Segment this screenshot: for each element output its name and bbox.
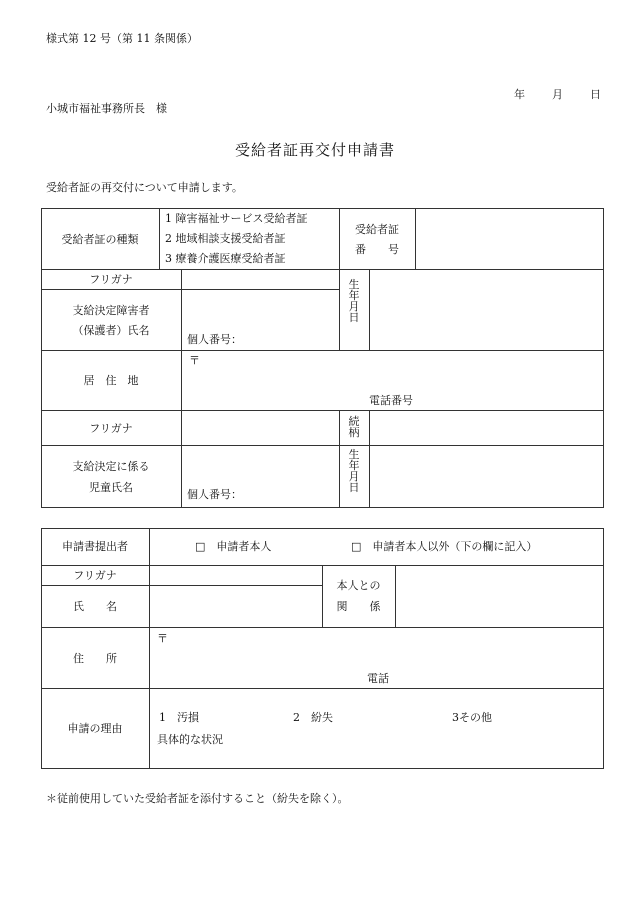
guardian-personal-number-label: 個人番号：	[187, 333, 242, 346]
reason-option-lost[interactable]: 2 紛失	[293, 711, 333, 724]
cert-type-option-2: 2 地域相談支援受給者証	[165, 232, 286, 245]
furigana-label-guardian: フリガナ	[89, 273, 133, 286]
submitter-name-field[interactable]	[150, 586, 322, 627]
date-day-label: 日	[590, 88, 601, 101]
reason-option-soiled[interactable]: 1 汚損	[159, 711, 199, 724]
page-title: 受給者証再交付申請書	[234, 141, 395, 159]
reason-label: 申請の理由	[67, 722, 123, 735]
reason-detail-label: 具体的な状況	[157, 733, 223, 746]
cert-number-label-2: 番 号	[355, 243, 399, 256]
submitter-furigana-field[interactable]	[150, 566, 322, 585]
relationship-field[interactable]	[396, 566, 603, 627]
relationship-label-2: 関 係	[336, 600, 381, 613]
date-year-label: 年	[514, 88, 525, 101]
submitter-phone-label: 電話	[367, 672, 389, 685]
guardian-name-label-1: 支給決定障害者	[72, 304, 150, 317]
submitter-label: 申請書提出者	[62, 540, 128, 553]
relation-label: 続柄	[348, 415, 360, 439]
child-name-label-2: 児童氏名	[89, 481, 133, 494]
submitter-postal-mark-icon: 〒	[157, 632, 168, 645]
form-number: 様式第 12 号（第 11 条関係）	[46, 32, 198, 45]
submitter-name-label: 氏 名	[73, 600, 117, 613]
option-self-checkbox[interactable]: □ 申請者本人	[195, 540, 272, 553]
phone-number-label: 電話番号	[369, 394, 413, 407]
cert-number-field[interactable]	[416, 209, 603, 269]
cert-type-option-3: 3 療養介護医療受給者証	[165, 252, 286, 265]
cert-number-label-1: 受給者証	[355, 223, 399, 236]
child-furigana-field[interactable]	[182, 411, 339, 445]
furigana-label-child: フリガナ	[89, 422, 133, 435]
child-personal-number-label: 個人番号：	[187, 488, 242, 501]
reason-option-other[interactable]: 3その他	[452, 711, 492, 724]
relation-field[interactable]	[370, 411, 603, 445]
option-other-checkbox[interactable]: □ 申請者本人以外（下の欄に記入）	[351, 540, 538, 553]
guardian-birthdate-field[interactable]	[370, 270, 603, 350]
cert-type-option-1: 1 障害福祉サービス受給者証	[165, 212, 308, 225]
guardian-furigana-field[interactable]	[182, 270, 339, 289]
furigana-label-submitter: フリガナ	[73, 569, 117, 582]
guardian-birthdate-label: 生年月日	[348, 278, 360, 324]
postal-mark-icon: 〒	[189, 354, 200, 367]
cert-type-label: 受給者証の種類	[61, 233, 139, 246]
relationship-label-1: 本人との	[336, 579, 381, 592]
address-label: 居 住 地	[83, 374, 139, 387]
submitter-address-label: 住 所	[73, 652, 117, 665]
guardian-name-label-2: （保護者）氏名	[72, 324, 150, 337]
intro-text: 受給者証の再交付について申請します。	[46, 181, 243, 194]
child-birthdate-label: 生年月日	[348, 448, 360, 494]
date-month-label: 月	[552, 88, 563, 101]
child-birthdate-field[interactable]	[370, 446, 603, 507]
footer-note: ＊従前使用していた受給者証を添付すること（紛失を除く）。	[46, 792, 349, 805]
addressee: 小城市福祉事務所長 様	[46, 102, 167, 115]
child-name-label-1: 支給決定に係る	[72, 460, 150, 473]
